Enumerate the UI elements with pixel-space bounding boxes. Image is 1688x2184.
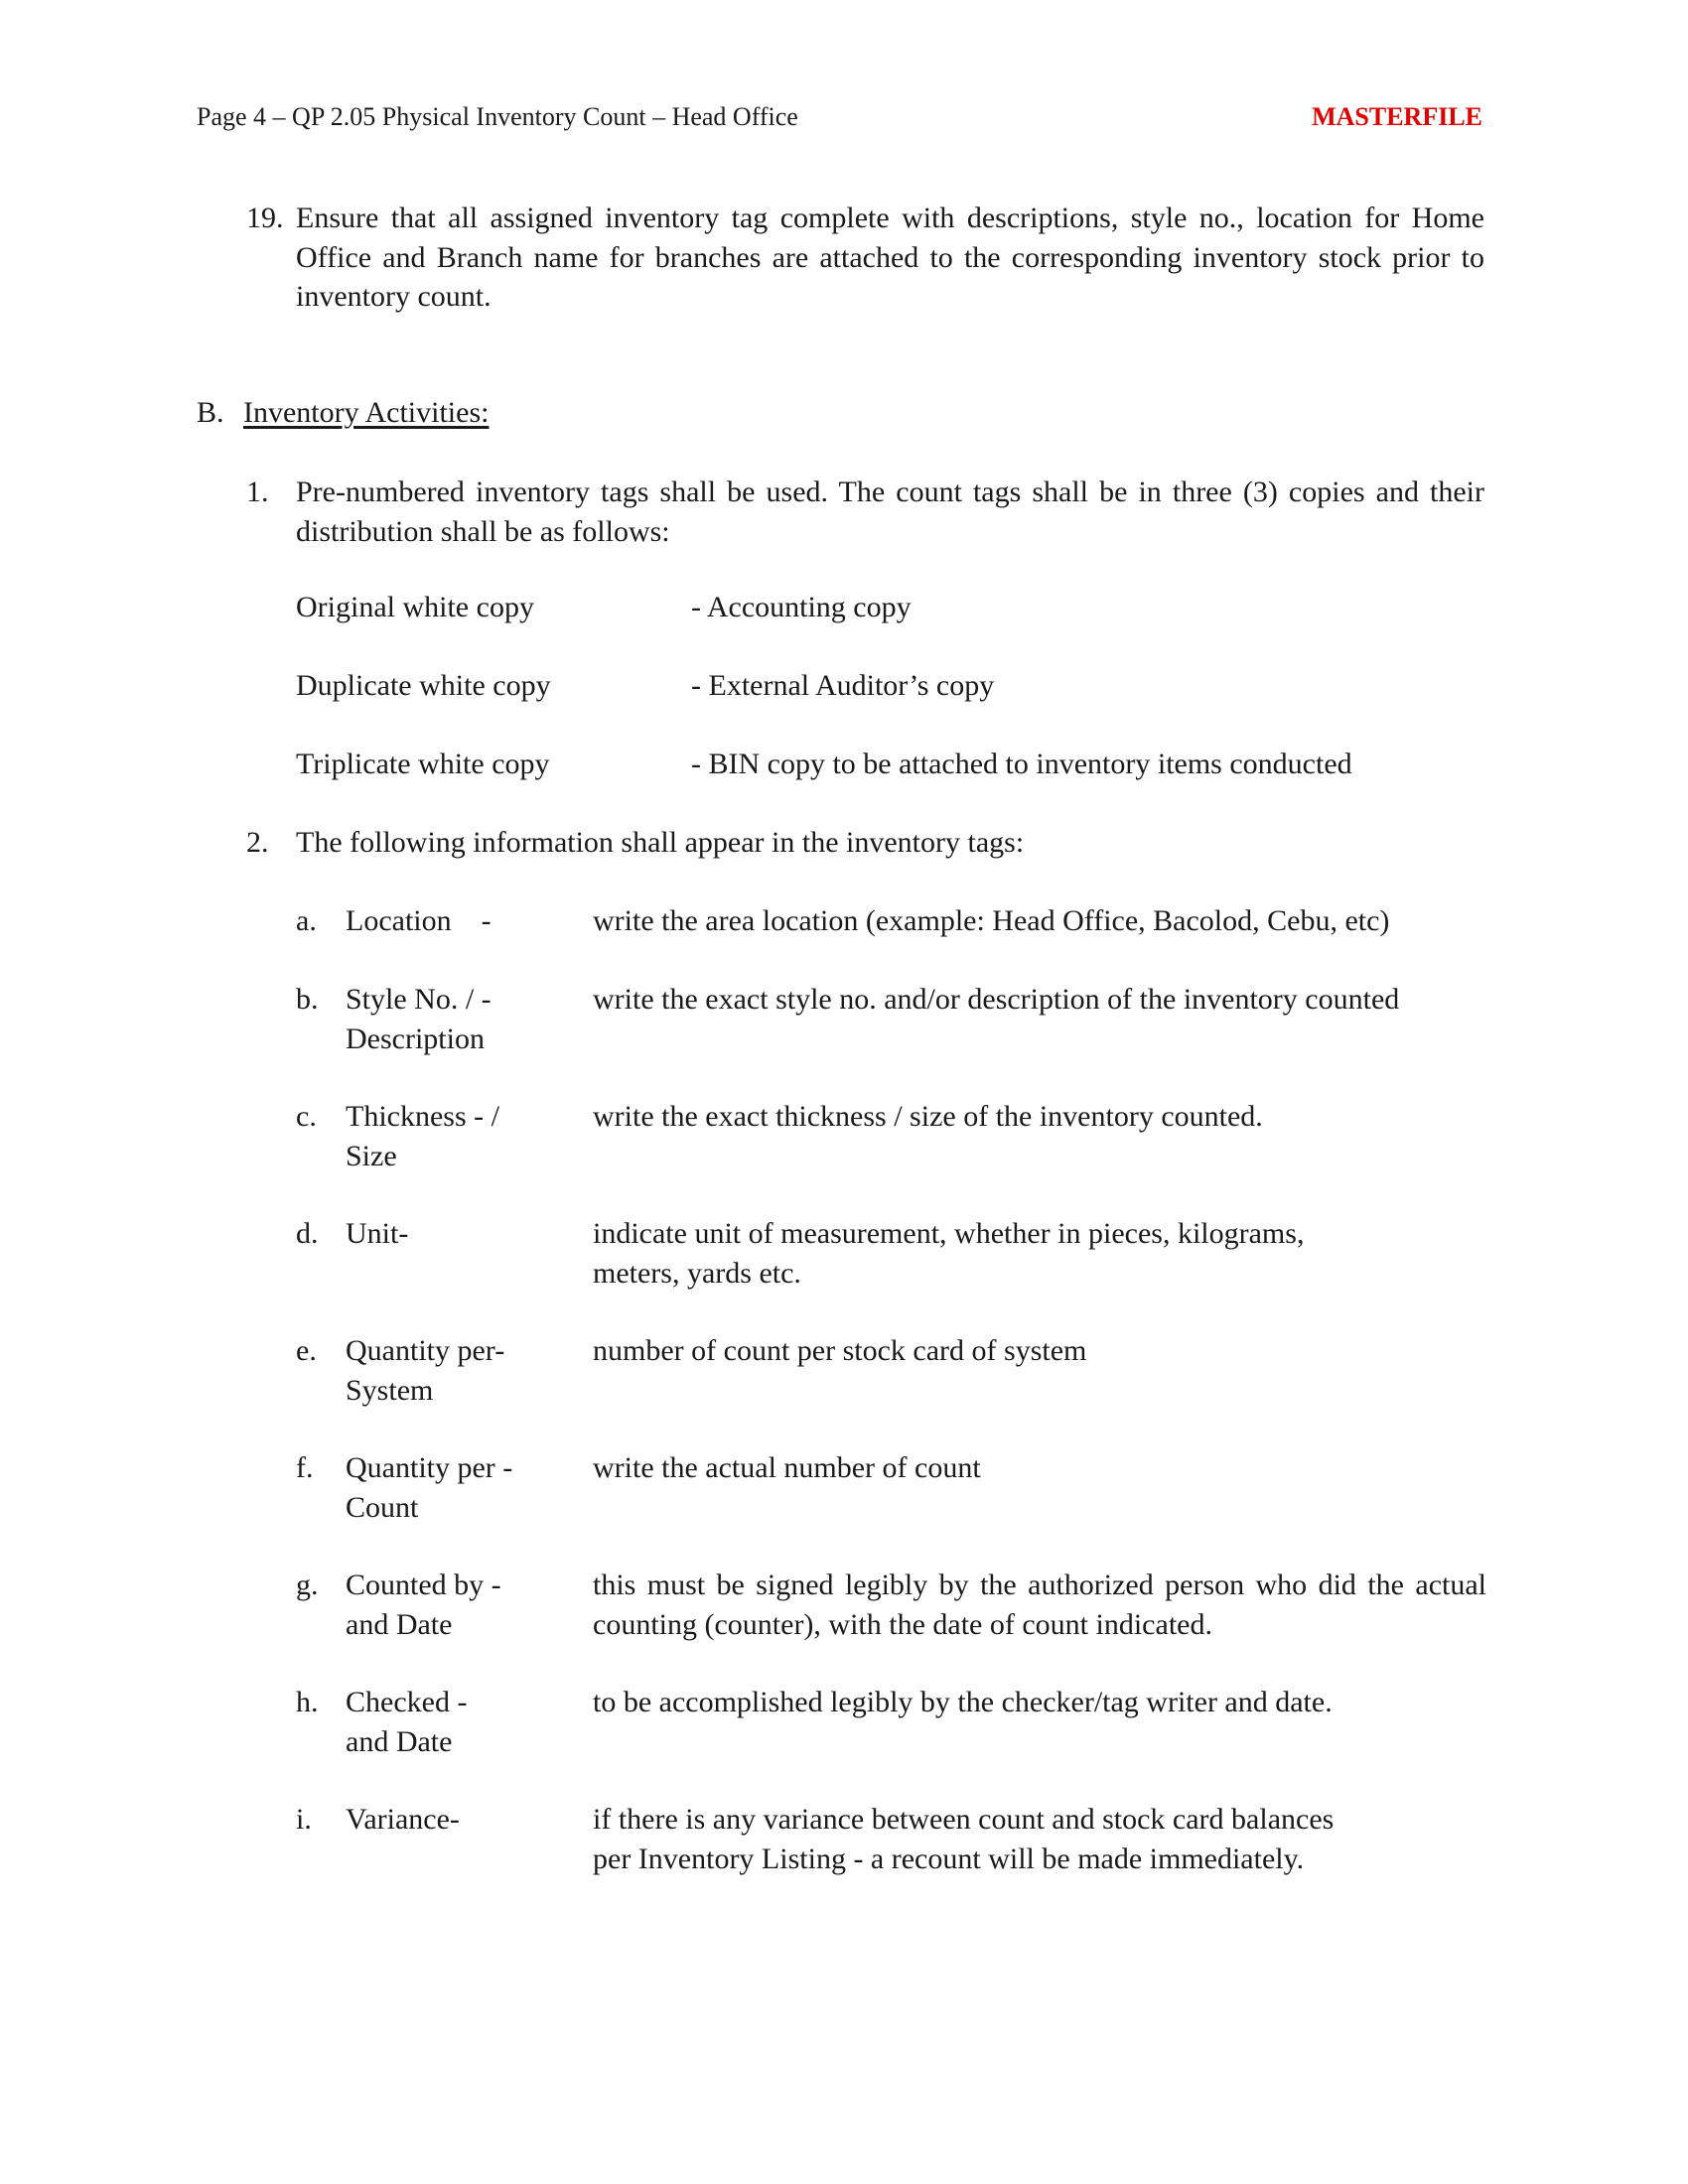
tag-field-description: if there is any variance between count and stock card balances per Inventory Listing - a recount will be made immediately. — [593, 1803, 1335, 1875]
tag-field-description: write the actual number of count — [593, 1451, 981, 1484]
tag-field-letter: b. — [296, 983, 319, 1016]
tag-field-label: Unit- — [346, 1217, 409, 1250]
distribution-copy-label: Duplicate white copy — [296, 669, 551, 702]
item-19-number: 19. — [246, 202, 284, 234]
item-19-text: Ensure that all assigned inventory tag complete with descriptions, style no., location for Home Office and Branch name for branches are attached to the corresponding inventory stock prior to inventory count. — [296, 202, 1484, 313]
tag-field-description: indicate unit of measurement, whether in pieces, kilograms, meters, yards etc. — [593, 1217, 1305, 1290]
tag-field-label: Quantity per - Count — [346, 1451, 513, 1524]
item-1-text: Pre-numbered inventory tags shall be used. The count tags shall be in three (3) copies and their distribution shall be as follows: — [296, 476, 1484, 548]
item-1-number: 1. — [246, 476, 269, 508]
distribution-copy-use: - Accounting copy — [691, 591, 912, 623]
tag-field-label: Thickness - / Size — [346, 1100, 499, 1172]
section-b-title: Inventory Activities: — [243, 396, 490, 429]
distribution-copy-use: - BIN copy to be attached to inventory items conducted — [691, 748, 1352, 780]
distribution-copy-label: Triplicate white copy — [296, 748, 550, 780]
tag-field-letter: i. — [296, 1803, 312, 1836]
masterfile-stamp: MASTERFILE — [1312, 102, 1482, 131]
tag-field-letter: h. — [296, 1686, 319, 1718]
tag-field-description: this must be signed legibly by the authorized person who did the actual counting (counter), with the date of count indicated. — [593, 1569, 1486, 1641]
page-header-title: Page 4 – QP 2.05 Physical Inventory Count – Head Office — [197, 102, 798, 131]
tag-field-label: Checked - and Date — [346, 1686, 468, 1758]
tag-field-label: Quantity per- System — [346, 1334, 505, 1407]
section-b-letter: B. — [197, 396, 224, 429]
tag-field-letter: c. — [296, 1100, 317, 1133]
tag-field-letter: a. — [296, 904, 317, 937]
tag-field-letter: e. — [296, 1334, 317, 1367]
tag-field-description: write the exact thickness / size of the inventory counted. — [593, 1100, 1263, 1133]
tag-field-label: Counted by - and Date — [346, 1569, 501, 1641]
tag-field-label: Variance- — [346, 1803, 460, 1836]
item-2-text: The following information shall appear in the inventory tags: — [296, 826, 1025, 859]
tag-field-description: write the exact style no. and/or description of the inventory counted — [593, 983, 1400, 1016]
tag-field-description: write the area location (example: Head Office, Bacolod, Cebu, etc) — [593, 904, 1390, 937]
tag-field-description: to be accomplished legibly by the checker/tag writer and date. — [593, 1686, 1333, 1718]
tag-field-letter: g. — [296, 1569, 319, 1601]
distribution-copy-label: Original white copy — [296, 591, 534, 623]
item-2-number: 2. — [246, 826, 269, 859]
distribution-copy-use: - External Auditor’s copy — [691, 669, 995, 702]
tag-field-description: number of count per stock card of system — [593, 1334, 1087, 1367]
tag-field-letter: d. — [296, 1217, 319, 1250]
tag-field-label: Location - — [346, 904, 492, 937]
tag-field-label: Style No. / - Description — [346, 983, 492, 1055]
tag-field-letter: f. — [296, 1451, 314, 1484]
